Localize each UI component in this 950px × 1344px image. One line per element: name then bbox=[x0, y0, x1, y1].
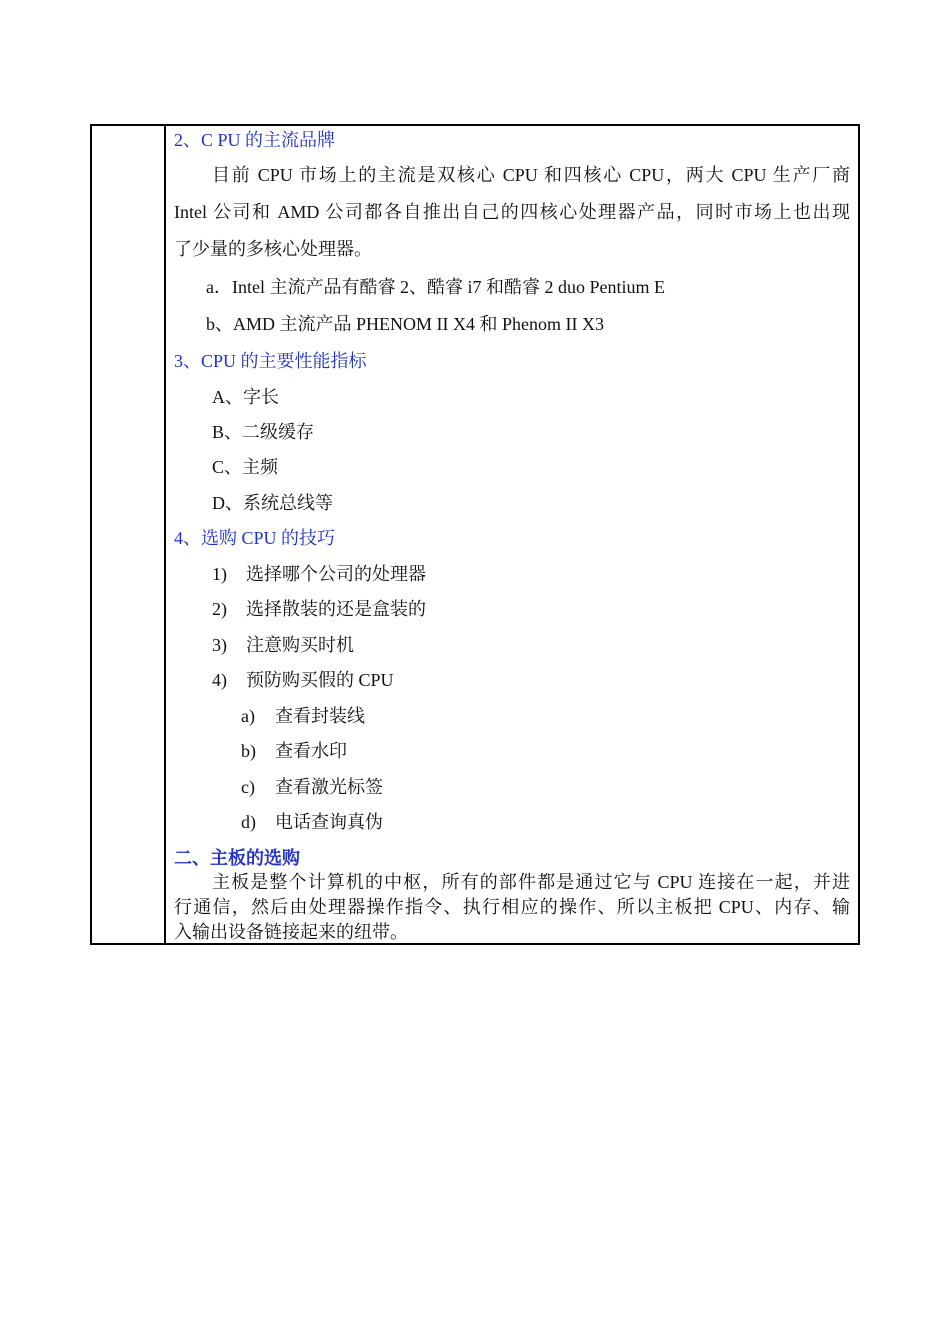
section2-para-line3: 了少量的多核心处理器。 bbox=[174, 239, 372, 259]
section4-heading: 4、选购 CPU 的技巧 bbox=[174, 528, 336, 548]
substep-text: 查看水印 bbox=[275, 741, 347, 761]
table-left-column bbox=[92, 126, 166, 943]
step-number: 1) bbox=[212, 564, 227, 584]
step-number: 4) bbox=[212, 670, 227, 690]
section3-item: D、系统总线等 bbox=[212, 493, 333, 513]
substep-text: 查看激光标签 bbox=[275, 777, 383, 797]
section3-heading: 3、CPU 的主要性能指标 bbox=[174, 351, 367, 371]
section3-item: B、二级缓存 bbox=[212, 422, 315, 442]
motherboard-para-line3: 入输出设备链接起来的纽带。 bbox=[174, 922, 408, 942]
motherboard-heading: 二、主板的选购 bbox=[174, 848, 300, 868]
step-text: 预防购买假的 CPU bbox=[246, 670, 394, 690]
section4-step bbox=[212, 562, 850, 586]
substep-letter: d) bbox=[241, 812, 256, 832]
section2-item-b: b、AMD 主流产品 PHENOM II X4 和 Phenom II X3 bbox=[206, 314, 604, 334]
table-right-column bbox=[166, 126, 858, 943]
substep-letter: c) bbox=[241, 777, 255, 797]
section2-para-line1: 目前 CPU 市场上的主流是双核心 CPU 和四核心 CPU，两大 CPU 生产厂商 bbox=[212, 165, 850, 185]
section3-item: C、主频 bbox=[212, 457, 279, 477]
section2-heading: 2、C PU 的主流品牌 bbox=[174, 130, 336, 150]
step-text: 选择哪个公司的处理器 bbox=[246, 564, 426, 584]
step-text: 注意购买时机 bbox=[246, 635, 354, 655]
motherboard-para-line1: 主板是整个计算机的中枢，所有的部件都是通过它与 CPU 连接在一起，并进 bbox=[212, 872, 850, 892]
substep-letter: b) bbox=[241, 741, 256, 761]
substep-text: 电话查询真伪 bbox=[275, 812, 383, 832]
section4-step bbox=[212, 597, 850, 621]
section4-step bbox=[212, 668, 850, 692]
section3-item: A、字长 bbox=[212, 387, 279, 407]
step-text: 选择散装的还是盒装的 bbox=[246, 599, 426, 619]
step-number: 2) bbox=[212, 599, 227, 619]
section4-substep bbox=[241, 704, 850, 728]
motherboard-para-line2: 行通信，然后由处理器操作指令、执行相应的操作、所以主板把 CPU、内存、输 bbox=[174, 897, 850, 917]
section2-para-line2: Intel 公司和 AMD 公司都各自推出自己的四核心处理器产品，同时市场上也出现 bbox=[174, 202, 850, 222]
section4-substep bbox=[241, 739, 850, 763]
content-table bbox=[90, 124, 860, 945]
step-number: 3) bbox=[212, 635, 227, 655]
section2-item-a: a．Intel 主流产品有酷睿 2、酷睿 i7 和酷睿 2 duo Pentium E bbox=[206, 277, 665, 297]
substep-letter: a) bbox=[241, 706, 255, 726]
substep-text: 查看封装线 bbox=[275, 706, 365, 726]
section4-substep bbox=[241, 810, 850, 834]
section4-step bbox=[212, 633, 850, 657]
section4-substep bbox=[241, 775, 850, 799]
